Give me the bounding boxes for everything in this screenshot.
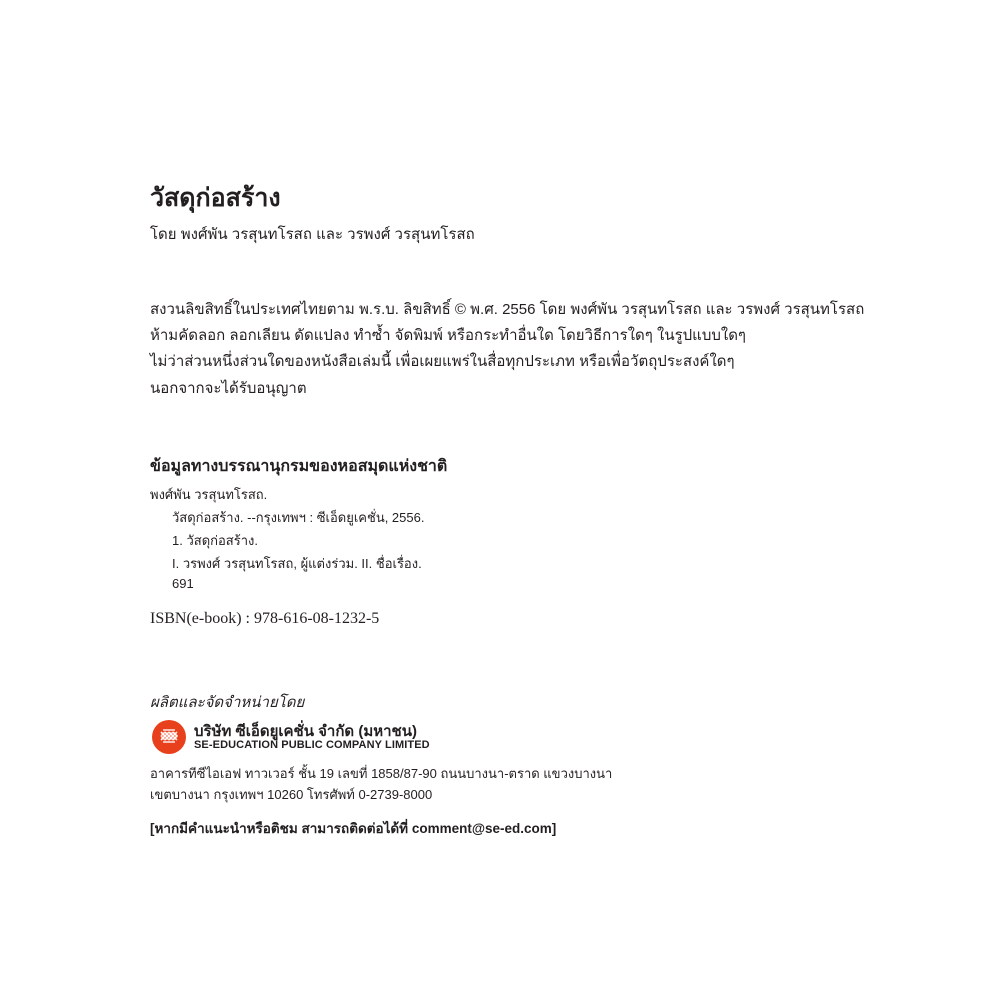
se-ed-logo-icon xyxy=(152,720,186,754)
copyright-line-2: ห้ามคัดลอก ลอกเลียน ดัดแปลง ทำซ้ำ จัดพิมพ์ หรือกระทำอื่นใด โดยวิธีการใดๆ ในรูปแบบใดๆ xyxy=(150,327,746,344)
cip-added-entries: I. วรพงศ์ วรสุนทโรสถ, ผู้แต่งร่วม. II. ชื่อเรื่อง. xyxy=(172,556,422,571)
cip-title-line: วัสดุก่อสร้าง. --กรุงเทพฯ : ซีเอ็ดยูเคชั่น, 2556. xyxy=(172,510,425,525)
copyright-line-3: ไม่ว่าส่วนหนึ่งส่วนใดของหนังสือเล่มนี้ เพื่อเผยแพร่ในสื่อทุกประเภท หรือเพื่อวัตถุประสงค์ใดๆ xyxy=(150,353,735,370)
byline: โดย พงศ์พัน วรสุนทโรสถ และ วรพงศ์ วรสุนทโรสถ xyxy=(150,226,475,243)
isbn: ISBN(e-book) : 978-616-08-1232-5 xyxy=(150,610,380,627)
publisher-name-thai: บริษัท ซีเอ็ดยูเคชั่น จำกัด (มหาชน) xyxy=(194,723,417,740)
cip-class-number: 691 xyxy=(172,576,194,591)
copyright-line-4: นอกจากจะได้รับอนุญาต xyxy=(150,380,307,397)
publisher-name-english: SE-EDUCATION PUBLIC COMPANY LIMITED xyxy=(194,739,430,751)
copyright-line-1: สงวนลิขสิทธิ์ในประเทศไทยตาม พ.ร.บ. ลิขสิทธิ์ © พ.ศ. 2556 โดย พงศ์พัน วรสุนทโรสถ และ วรพงศ์ วรสุนทโรสถ xyxy=(150,301,865,318)
contact-line: [หากมีคำแนะนำหรือติชม สามารถติดต่อได้ที่ comment@se-ed.com] xyxy=(150,821,557,836)
address-line-1: อาคารทีซีไอเอฟ ทาวเวอร์ ชั้น 19 เลขที่ 1858/87-90 ถนนบางนา-ตราด แขวงบางนา xyxy=(150,766,613,781)
produced-by-label: ผลิตและจัดจำหน่ายโดย xyxy=(150,694,305,711)
book-title: วัสดุก่อสร้าง xyxy=(150,184,281,212)
cip-author: พงศ์พัน วรสุนทโรสถ. xyxy=(150,487,268,502)
cip-subject: 1. วัสดุก่อสร้าง. xyxy=(172,533,258,548)
cip-heading: ข้อมูลทางบรรณานุกรมของหอสมุดแห่งชาติ xyxy=(150,458,448,475)
address-line-2: เขตบางนา กรุงเทพฯ 10260 โทรศัพท์ 0-2739-8000 xyxy=(150,787,433,802)
